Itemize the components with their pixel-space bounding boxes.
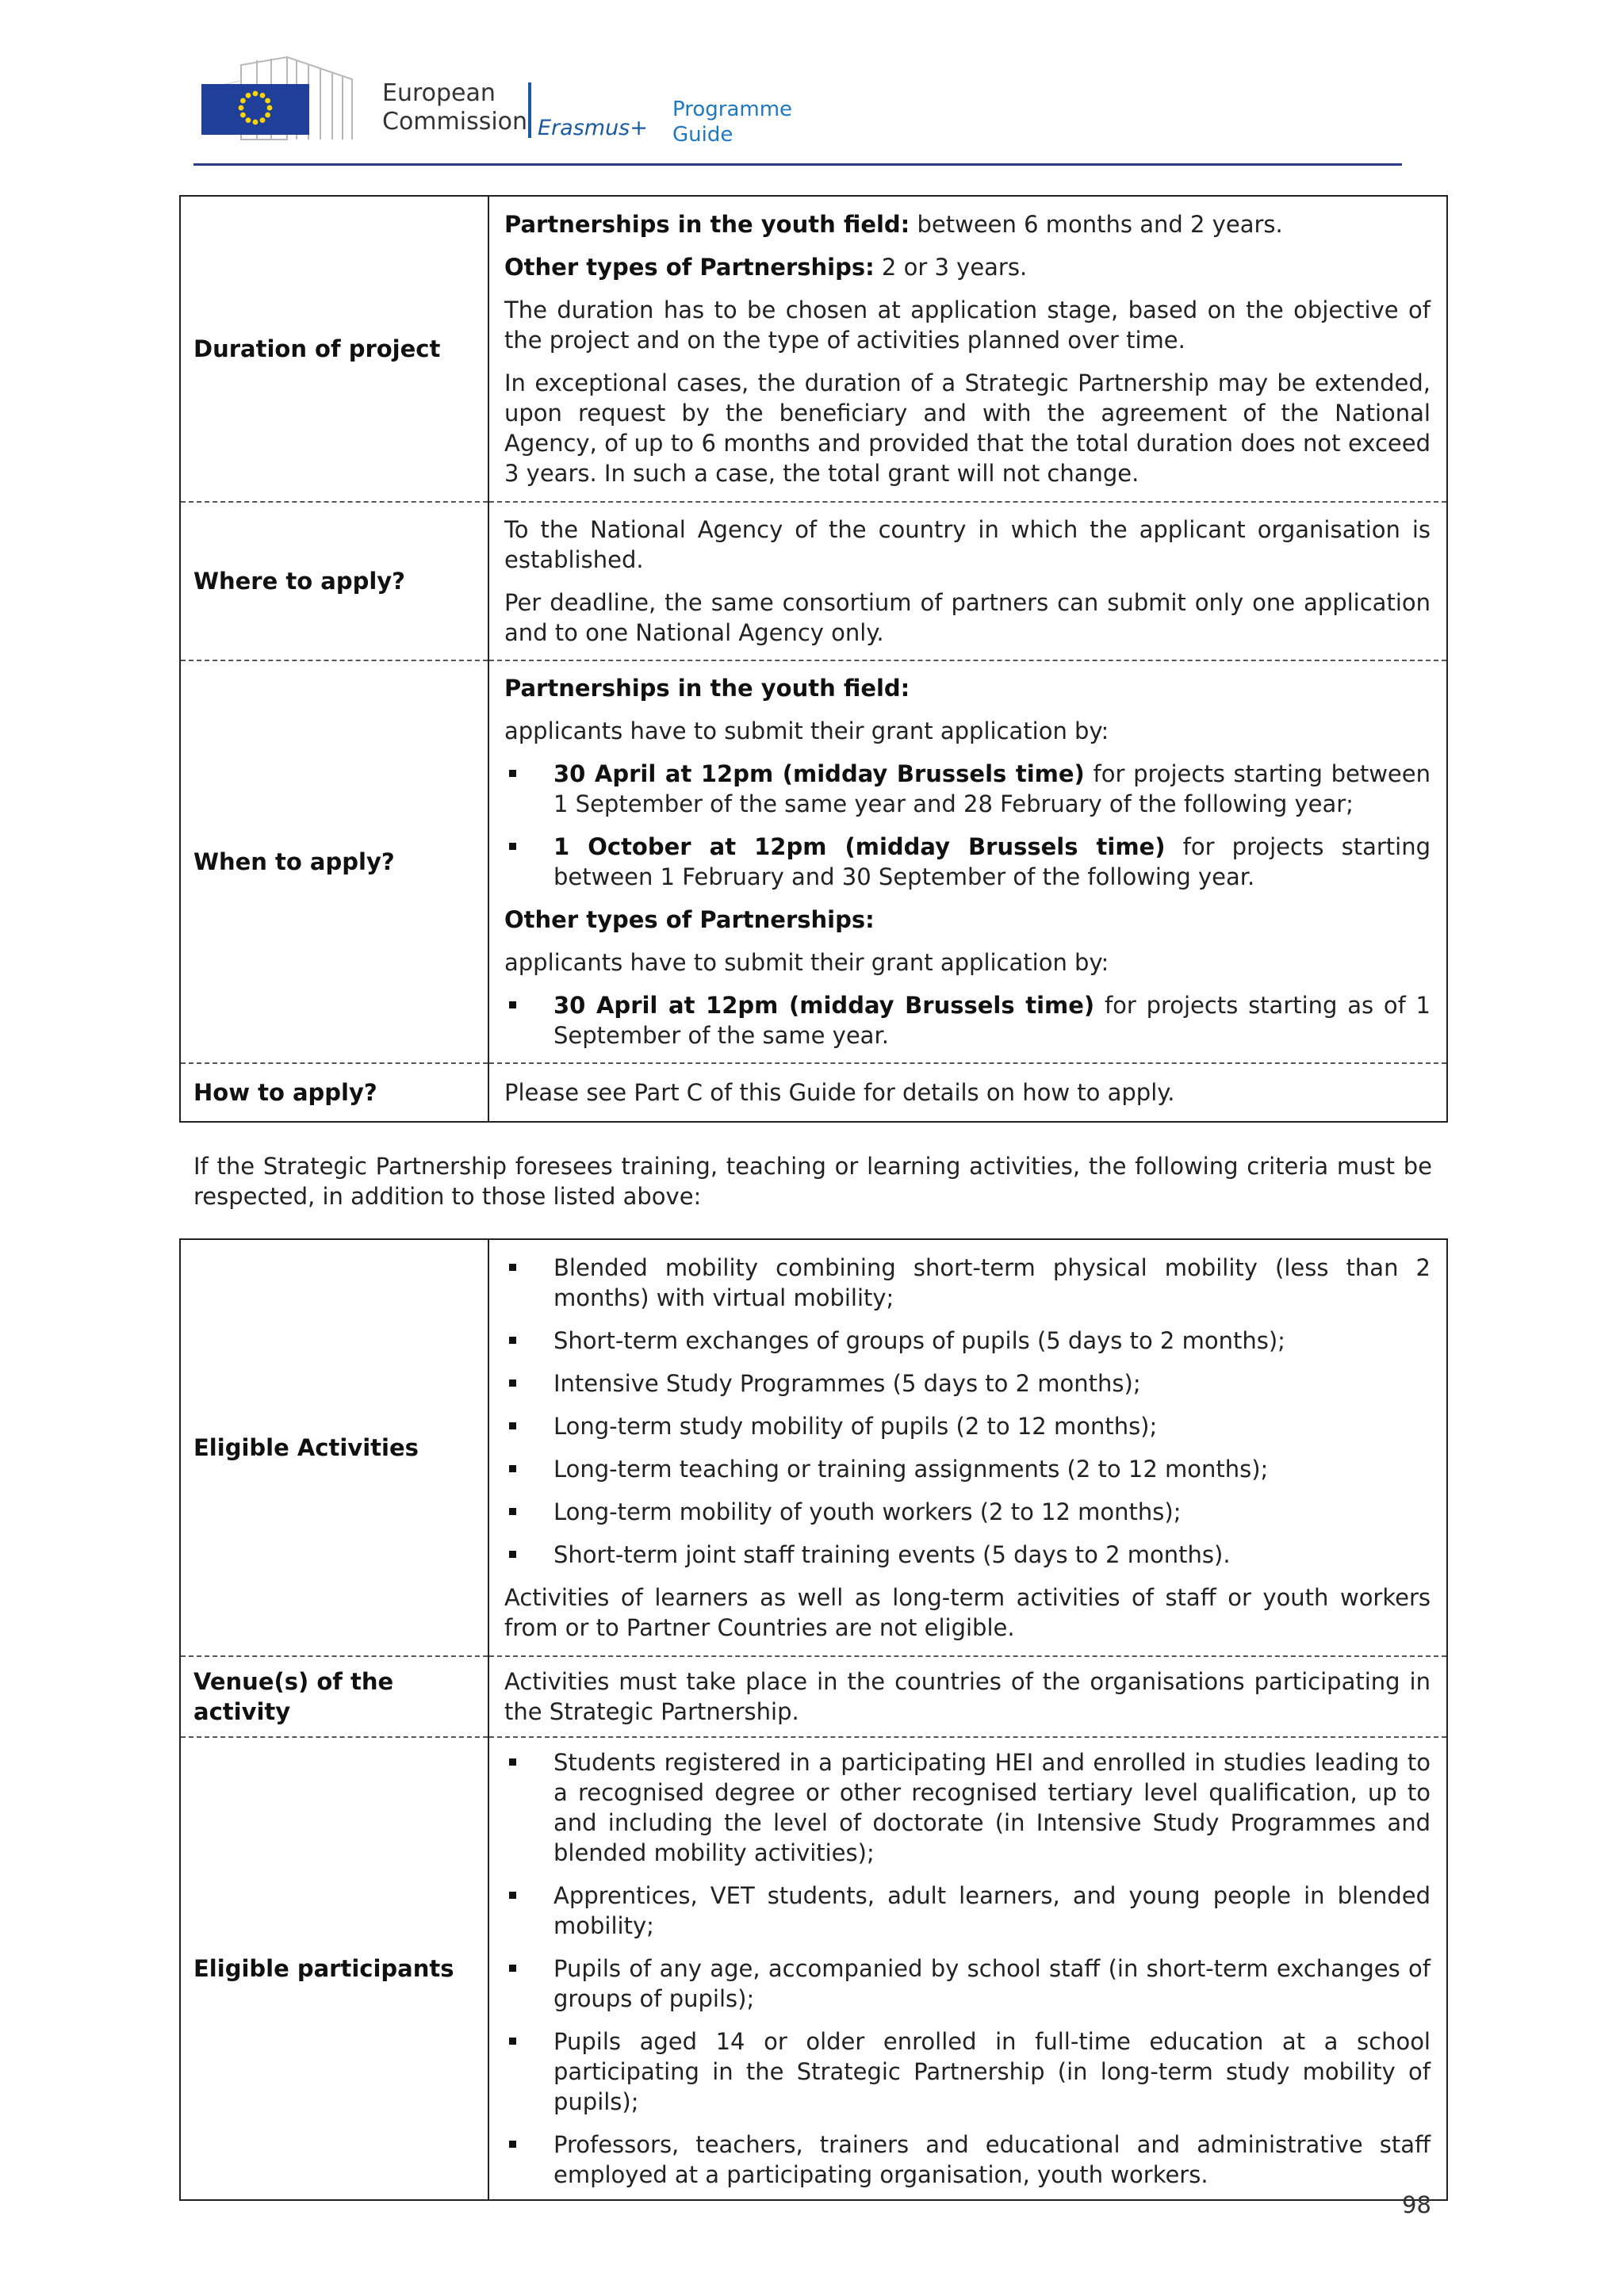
duration-youth-value: between 6 months and 2 years. [910, 211, 1283, 238]
row-label-duration: Duration of project [180, 196, 488, 502]
table-row-where [180, 502, 1447, 660]
duration-extension-text: In exceptional cases, the duration of a Strategic Partnership may be extended, upon request by the beneficiary and with the agreement of the National Agency, of up to 6 months and provided that the total duration does not exceed 3 years. In such a case, the total grant will not change. [504, 369, 1431, 487]
where-text-1: To the National Agency of the country in which the applicant organisation is established. [504, 516, 1431, 573]
deadline-detail: for projects starting as of 1 September of the same year. [553, 992, 1431, 1049]
row-content-venue: Activities must take place in the countries of the organisations participating in the Strategic Partnership. [488, 1656, 1447, 1737]
where-text-2: Per deadline, the same consortium of partners can submit only one application and to one National Agency only. [504, 589, 1431, 646]
row-content-activities [488, 1239, 1447, 1656]
row-label-where: Where to apply? [180, 502, 488, 660]
deadline-detail: for projects starting between 1 September of the same year and 28 February of the following year; [553, 760, 1431, 817]
row-label-when: When to apply? [180, 660, 488, 1063]
when-other-deadlines [504, 990, 1431, 1050]
intro-paragraph: If the Strategic Partnership foresees training, teaching or learning activities, the following criteria must be respected, in addition to those listed above: [193, 1153, 1432, 1210]
document-title [672, 97, 792, 147]
duration-other-value: 2 or 3 years. [874, 254, 1028, 281]
table-row-venue [180, 1656, 1447, 1737]
row-label-how: How to apply? [180, 1063, 488, 1122]
deadline-date: 1 October at 12pm (midday Brussels time) [553, 833, 1166, 860]
row-content-how: Please see Part C of this Guide for details on how to apply. [488, 1063, 1447, 1122]
duration-youth [504, 209, 1431, 239]
table-row-duration [180, 196, 1447, 502]
list-item: Long-term study mobility of pupils (2 to 12 months); [504, 1411, 1431, 1441]
duration-youth-label: Partnerships in the youth field: [504, 211, 910, 238]
list-item: Short-term exchanges of groups of pupils (5 days to 2 months); [504, 1326, 1431, 1356]
when-youth-heading: Partnerships in the youth field: [504, 675, 910, 702]
row-content-duration [488, 196, 1447, 502]
when-youth-deadlines [504, 759, 1431, 892]
table-row-activities [180, 1239, 1447, 1656]
criteria-table [179, 195, 1448, 1123]
when-youth-intro: applicants have to submit their grant application by: [504, 718, 1109, 744]
duration-choice-text: The duration has to be chosen at application stage, based on the objective of the project and on the type of activities planned over time. [504, 297, 1431, 354]
duration-other [504, 252, 1431, 282]
european-commission-logo [193, 48, 368, 143]
activities-note: Activities of learners as well as long-term activities of staff or youth workers from or to Partner Countries are not eligible. [504, 1584, 1431, 1641]
row-label-venue: Venue(s) of the activity [180, 1656, 488, 1737]
list-item: Long-term teaching or training assignments (2 to 12 months); [504, 1454, 1431, 1484]
document-title-line-2: Guide [672, 123, 733, 147]
deadline-date: 30 April at 12pm (midday Brussels time) [553, 760, 1085, 787]
deadline-date: 30 April at 12pm (midday Brussels time) [553, 992, 1095, 1019]
list-item: Intensive Study Programmes (5 days to 2 months); [504, 1368, 1431, 1399]
list-item: Short-term joint staff training events (5 days to 2 months). [504, 1540, 1431, 1570]
when-other-intro: applicants have to submit their grant application by: [504, 949, 1109, 976]
list-item [504, 832, 1431, 892]
participants-list [504, 1747, 1431, 2190]
list-item: Professors, teachers, trainers and educational and administrative staff employed at a participating organisation, youth workers. [504, 2130, 1431, 2190]
deadline-detail: for projects starting between 1 February and 30 September of the following year. [553, 833, 1431, 890]
row-label-activities: Eligible Activities [180, 1239, 488, 1656]
brand-name [382, 79, 527, 136]
table-row-how [180, 1063, 1447, 1122]
table-row-participants [180, 1737, 1447, 2200]
list-item: Blended mobility combining short-term physical mobility (less than 2 months) with virtual mobility; [504, 1253, 1431, 1313]
row-label-participants: Eligible participants [180, 1737, 488, 2200]
list-item: Apprentices, VET students, adult learners, and young people in blended mobility; [504, 1881, 1431, 1941]
list-item [504, 990, 1431, 1050]
brand-divider [528, 82, 531, 138]
page-header [193, 48, 1402, 166]
when-other-heading: Other types of Partnerships: [504, 906, 875, 933]
list-item: Students registered in a participating HEI and enrolled in studies leading to a recognised degree or other recognised tertiary level qualification, up to and including the level of doctorate (in Intensive Study Programmes and blended mobility activities); [504, 1747, 1431, 1868]
row-content-when [488, 660, 1447, 1063]
activities-table [179, 1238, 1448, 2201]
list-item [504, 759, 1431, 819]
row-content-participants [488, 1737, 1447, 2200]
brand-line-2: Commission [382, 108, 528, 136]
header-rule [193, 163, 1402, 166]
row-content-where [488, 502, 1447, 660]
brand-line-1: European [382, 79, 496, 107]
duration-other-label: Other types of Partnerships: [504, 254, 875, 281]
list-item: Pupils aged 14 or older enrolled in full-time education at a school participating in the Strategic Partnership (in long-term study mobility of pupils); [504, 2026, 1431, 2117]
page-number: 98 [1402, 2191, 1431, 2218]
activities-list [504, 1253, 1431, 1570]
list-item: Pupils of any age, accompanied by school staff (in short-term exchanges of groups of pupils); [504, 1954, 1431, 2014]
list-item: Long-term mobility of youth workers (2 to 12 months); [504, 1497, 1431, 1527]
program-name: Erasmus+ [538, 116, 648, 140]
table-row-when [180, 660, 1447, 1063]
document-title-line-1: Programme [672, 98, 793, 121]
